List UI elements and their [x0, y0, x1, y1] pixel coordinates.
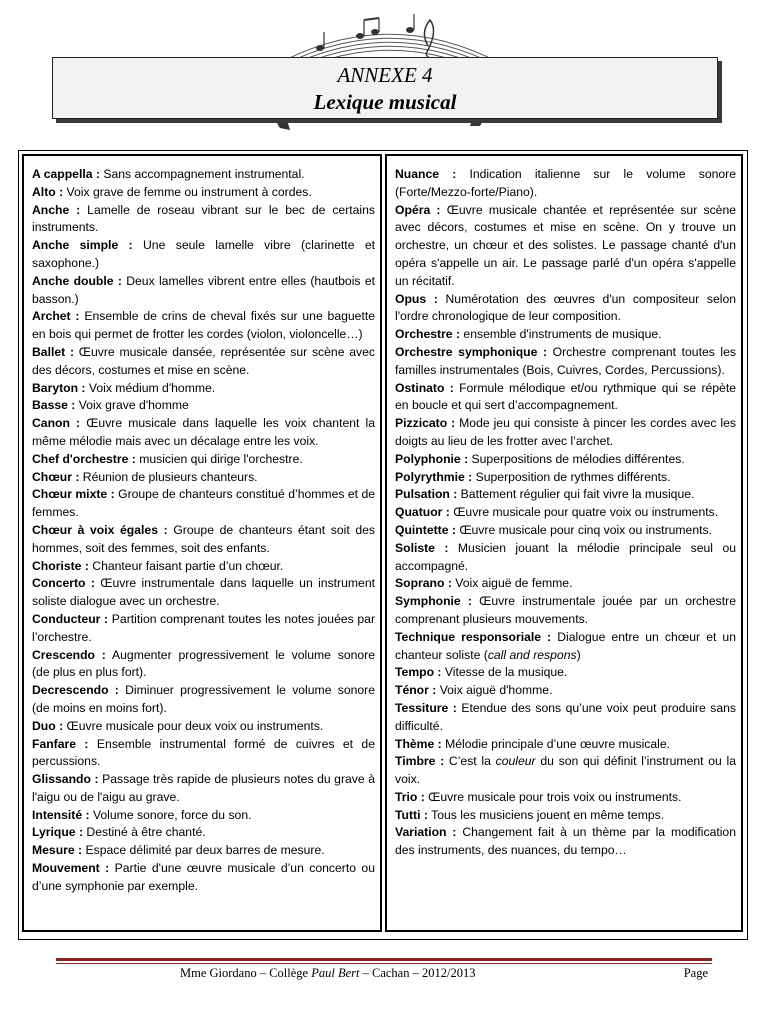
glossary-term: Thème : — [395, 736, 442, 751]
glossary-definition: Partie d'une œuvre musicale d’un concerto ou d’une symphonie par exemple. — [32, 861, 375, 893]
glossary-entry — [395, 736, 736, 754]
glossary-entry — [395, 380, 736, 416]
glossary-term: Nuance : — [395, 167, 457, 181]
glossary-definition-end: ) — [576, 647, 581, 662]
glossary-entry — [32, 558, 375, 576]
glossary-definition: Œuvre musicale dansée, représentée sur scène avec des décors, costumes et mise en scène. — [32, 344, 375, 377]
glossary-entry — [395, 540, 736, 576]
glossary-term: Variation : — [395, 825, 457, 840]
glossary-definition: Mode jeu qui consiste à pincer les cordes avec les doigts au lieu de les frotter avec l’archet. — [395, 416, 736, 448]
glossary-term: Concerto : — [32, 576, 95, 591]
glossary-term: Lyrique : — [32, 825, 84, 840]
glossary-entry — [32, 771, 375, 807]
glossary-definition: Numérotation des œuvres d'un compositeur selon l'ordre chronologique de leur composition. — [395, 291, 736, 324]
glossary-definition: Augmenter progressivement le volume sonore (de plus en plus fort). — [32, 647, 376, 680]
glossary-definition: Diminuer progressivement le volume sonore (de moins en moins fort). — [32, 683, 375, 715]
glossary-term: Crescendo : — [32, 647, 106, 662]
glossary-entry — [32, 842, 375, 860]
glossary-term: Opus : — [395, 291, 438, 306]
glossary-definition: Sans accompagnement instrumental. — [99, 167, 305, 181]
glossary-term: Quatuor : — [395, 505, 450, 520]
glossary-term: Tempo : — [395, 665, 442, 680]
glossary-entry — [32, 647, 375, 683]
glossary-definition: Œuvre musicale pour quatre voix ou instruments. — [449, 505, 719, 520]
glossary-entry — [395, 593, 736, 629]
glossary-term: Soliste : — [395, 540, 449, 555]
glossary-definition: Œuvre instrumentale dans laquelle un instrument soliste dialogue avec un orchestre. — [32, 576, 375, 609]
glossary-entry — [395, 166, 736, 202]
glossary-entry — [395, 344, 736, 380]
glossary-entry — [32, 522, 375, 558]
glossary-entry — [32, 184, 375, 202]
glossary-entry — [32, 166, 375, 184]
glossary-term: Anche simple : — [32, 238, 133, 253]
glossary-definition: Réunion de plusieurs chanteurs. — [79, 469, 258, 484]
glossary-entry — [32, 344, 375, 380]
glossary-definition: Deux lamelles vibrent entre elles (hautbois et basson.) — [32, 273, 375, 306]
annex-title: ANNEXE 4 — [337, 63, 433, 87]
glossary-entry — [32, 682, 375, 718]
glossary-definition: Vitesse de la musique. — [441, 665, 568, 680]
glossary-definition: C’est la — [444, 754, 496, 769]
glossary-definition: Groupe de chanteurs constitué d’hommes et de femmes. — [32, 487, 376, 520]
glossary-entry — [32, 237, 375, 273]
glossary-entry — [395, 326, 736, 344]
glossary-term: Chœur mixte : — [32, 487, 115, 502]
glossary-term: Chef d'orchestre : — [32, 451, 136, 466]
glossary-entry — [395, 522, 736, 540]
glossary-definition: Groupe de chanteurs étant soit des hommes, soit des femmes, soit des enfants. — [32, 522, 375, 555]
glossary-definition: Voix aiguë de femme. — [451, 576, 573, 591]
glossary-entry — [395, 824, 736, 860]
glossary-term: Conducteur : — [32, 611, 109, 626]
glossary-definition: Superpositions de mélodies différentes. — [468, 451, 685, 466]
glossary-definition: Mélodie principale d’une œuvre musicale. — [441, 736, 671, 751]
lexicon-title: Lexique musical — [313, 90, 457, 114]
glossary-term: Choriste : — [32, 558, 89, 573]
glossary-definition: Voix grave d'homme — [75, 398, 189, 413]
page-label: Page — [683, 966, 708, 980]
glossary-term: Decrescendo : — [32, 683, 119, 698]
glossary-definition: Voix aiguë d'homme. — [436, 683, 553, 698]
glossary-term: Timbre : — [395, 754, 445, 769]
glossary-definition: Espace délimité par deux barres de mesure. — [82, 843, 325, 858]
glossary-term: Ténor : — [395, 683, 437, 698]
glossary-definition: Passage très rapide de plusieurs notes du grave à l'aigu ou de l'aigu au grave. — [32, 772, 375, 804]
glossary-term: Archet : — [32, 309, 80, 324]
glossary-definition: Voix grave de femme ou instrument à cordes. — [63, 184, 312, 199]
glossary-entry — [32, 860, 375, 896]
glossary-term: Orchestre symphonique : — [395, 344, 548, 359]
title-box — [52, 57, 718, 119]
glossary-entry — [395, 469, 736, 487]
glossary-term: Baryton : — [32, 380, 86, 395]
glossary-term: A cappella : — [32, 167, 100, 181]
glossary-term: Technique responsoriale : — [395, 629, 552, 644]
glossary-entry — [32, 718, 375, 736]
glossary-entry — [32, 575, 375, 611]
glossary-definition: Formule mélodique et/ou rythmique qui se répète en boucle et qui sert d’accompagnement. — [395, 380, 737, 413]
glossary-term: Orchestre : — [395, 327, 461, 342]
glossary-entry — [395, 807, 736, 825]
glossary-definition: Œuvre instrumentale jouée par un orchestre comprenant plusieurs mouvements. — [395, 594, 736, 626]
glossary-entry — [395, 504, 736, 522]
left-glossary-column — [22, 154, 382, 932]
glossary-entry — [32, 202, 375, 238]
glossary-term: Ostinato : — [395, 380, 454, 395]
glossary-entry — [395, 753, 736, 789]
glossary-definition: Chanteur faisant partie d’un chœur. — [88, 558, 284, 573]
glossary-entry — [32, 380, 375, 398]
glossary-term: Canon : — [32, 416, 81, 431]
glossary-definition: Superposition de rythmes différents. — [472, 469, 671, 484]
glossary-entry — [395, 486, 736, 504]
glossary-term: Alto : — [32, 184, 64, 199]
glossary-entry — [395, 664, 736, 682]
glossary-definition: Œuvre musicale dans laquelle les voix chantent la même mélodie mais avec un décalage entre les voix. — [32, 416, 376, 448]
glossary-term: Pizzicato : — [395, 416, 456, 431]
glossary-definition: Œuvre musicale pour cinq voix ou instruments. — [455, 522, 712, 537]
glossary-entry — [32, 486, 375, 522]
glossary-entry — [32, 397, 375, 415]
glossary-term: Ballet : — [32, 344, 75, 359]
glossary-definition: Changement fait à un thème par la modification des instruments, des nuances, du tempo… — [395, 825, 736, 858]
glossary-definition: Œuvre musicale pour trois voix ou instruments. — [424, 789, 682, 804]
glossary-term: Polyphonie : — [395, 451, 469, 466]
glossary-entry — [32, 807, 375, 825]
glossary-term: Chœur : — [32, 469, 80, 484]
glossary-term: Tessiture : — [395, 700, 457, 715]
glossary-term: Intensité : — [32, 807, 90, 822]
glossary-term: Duo : — [32, 718, 64, 733]
footer-credit: Mme Giordano – Collège Paul Bert – Cachan – 2012/2013 — [180, 966, 476, 980]
glossary-term: Quintette : — [395, 522, 456, 537]
glossary-definition-italic: couleur — [495, 754, 536, 769]
glossary-definition: Battement régulier qui fait vivre la musique. — [457, 487, 695, 502]
glossary-entry — [395, 415, 736, 451]
glossary-term: Glissando : — [32, 772, 99, 787]
glossary-definition: Dialogue entre un chœur et un chanteur soliste ( — [395, 629, 736, 662]
glossary-definition: Lamelle de roseau vibrant sur le bec de certains instruments. — [32, 202, 375, 235]
glossary-term: Tutti : — [395, 807, 428, 822]
glossary-entry — [395, 629, 736, 665]
page-footer — [60, 964, 710, 984]
glossary-entry — [32, 736, 375, 772]
glossary-entry — [395, 451, 736, 469]
glossary-entry — [395, 700, 736, 736]
glossary-entry — [32, 415, 375, 451]
glossary-definition: Ensemble instrumental formé de cuivres et de percussions. — [32, 736, 375, 769]
glossary-definition: Voix médium d'homme. — [85, 380, 216, 395]
glossary-definition: Partition comprenant toutes les notes jouées par l’orchestre. — [32, 611, 376, 644]
glossary-entry — [32, 451, 375, 469]
glossary-entry — [32, 824, 375, 842]
glossary-definition: ensemble d'instruments de musique. — [460, 327, 662, 342]
glossary-definition: Ensemble de crins de cheval fixés sur une baguette en bois qui permet de frotter les cordes (violon, violoncelle…) — [32, 309, 375, 342]
glossary-definition: Musicien jouant la mélodie principale seul ou accompagné. — [395, 540, 736, 573]
glossary-definition: musicien qui dirige l'orchestre. — [135, 451, 303, 466]
right-glossary-column — [385, 154, 743, 932]
glossary-definition-end: du son qui définit l’instrument ou la voix. — [395, 754, 736, 787]
glossary-entry — [395, 575, 736, 593]
glossary-definition: Volume sonore, force du son. — [89, 807, 252, 822]
glossary-entry — [32, 611, 375, 647]
glossary-entry — [32, 273, 375, 309]
glossary-term: Mouvement : — [32, 861, 110, 876]
glossary-entry — [32, 469, 375, 487]
glossary-term: Basse : — [32, 398, 76, 413]
footer-rule — [56, 958, 712, 961]
glossary-entry — [395, 789, 736, 807]
glossary-definition: Destiné à être chanté. — [83, 825, 206, 840]
glossary-definition: Etendue des sons qu’une voix peut produire sans difficulté. — [395, 700, 737, 733]
glossary-term: Chœur à voix égales : — [32, 522, 168, 537]
glossary-term: Polyrythmie : — [395, 469, 473, 484]
glossary-term: Fanfare : — [32, 736, 89, 751]
glossary-term: Opéra : — [395, 202, 441, 217]
glossary-term: Mesure : — [32, 843, 83, 858]
glossary-entry — [32, 308, 375, 344]
glossary-term: Pulsation : — [395, 487, 458, 502]
glossary-entry — [395, 202, 736, 291]
glossary-definition: Orchestre comprenant toutes les familles instrumentales (Bois, Cuivres, Cordes, Percussions). — [395, 344, 736, 377]
glossary-entry — [395, 682, 736, 700]
glossary-definition: Œuvre musicale chantée et représentée sur scène avec décors, costumes et mise en scène. On y trouve un orchestre, un chœur et des solistes. Le passage chanté d'un opéra s'appelle un air. Le passage parlé d'un opéra s'appelle un récitatif. — [395, 202, 737, 288]
glossary-term: Symphonie : — [395, 594, 472, 609]
glossary-entry — [395, 291, 736, 327]
glossary-definition: Indication italienne sur le volume sonore (Forte/Mezzo-forte/Piano). — [395, 167, 736, 199]
glossary-term: Anche double : — [32, 273, 122, 288]
glossary-term: Soprano : — [395, 576, 452, 591]
glossary-term: Trio : — [395, 789, 425, 804]
glossary-definition: Tous les musiciens jouent en même temps. — [427, 807, 665, 822]
glossary-definition: Une seule lamelle vibre (clarinette et saxophone.) — [32, 238, 375, 270]
glossary-term: Anche : — [32, 202, 81, 217]
glossary-definition-italic: call and respons — [487, 647, 577, 662]
glossary-definition: Œuvre musicale pour deux voix ou instruments. — [63, 718, 324, 733]
